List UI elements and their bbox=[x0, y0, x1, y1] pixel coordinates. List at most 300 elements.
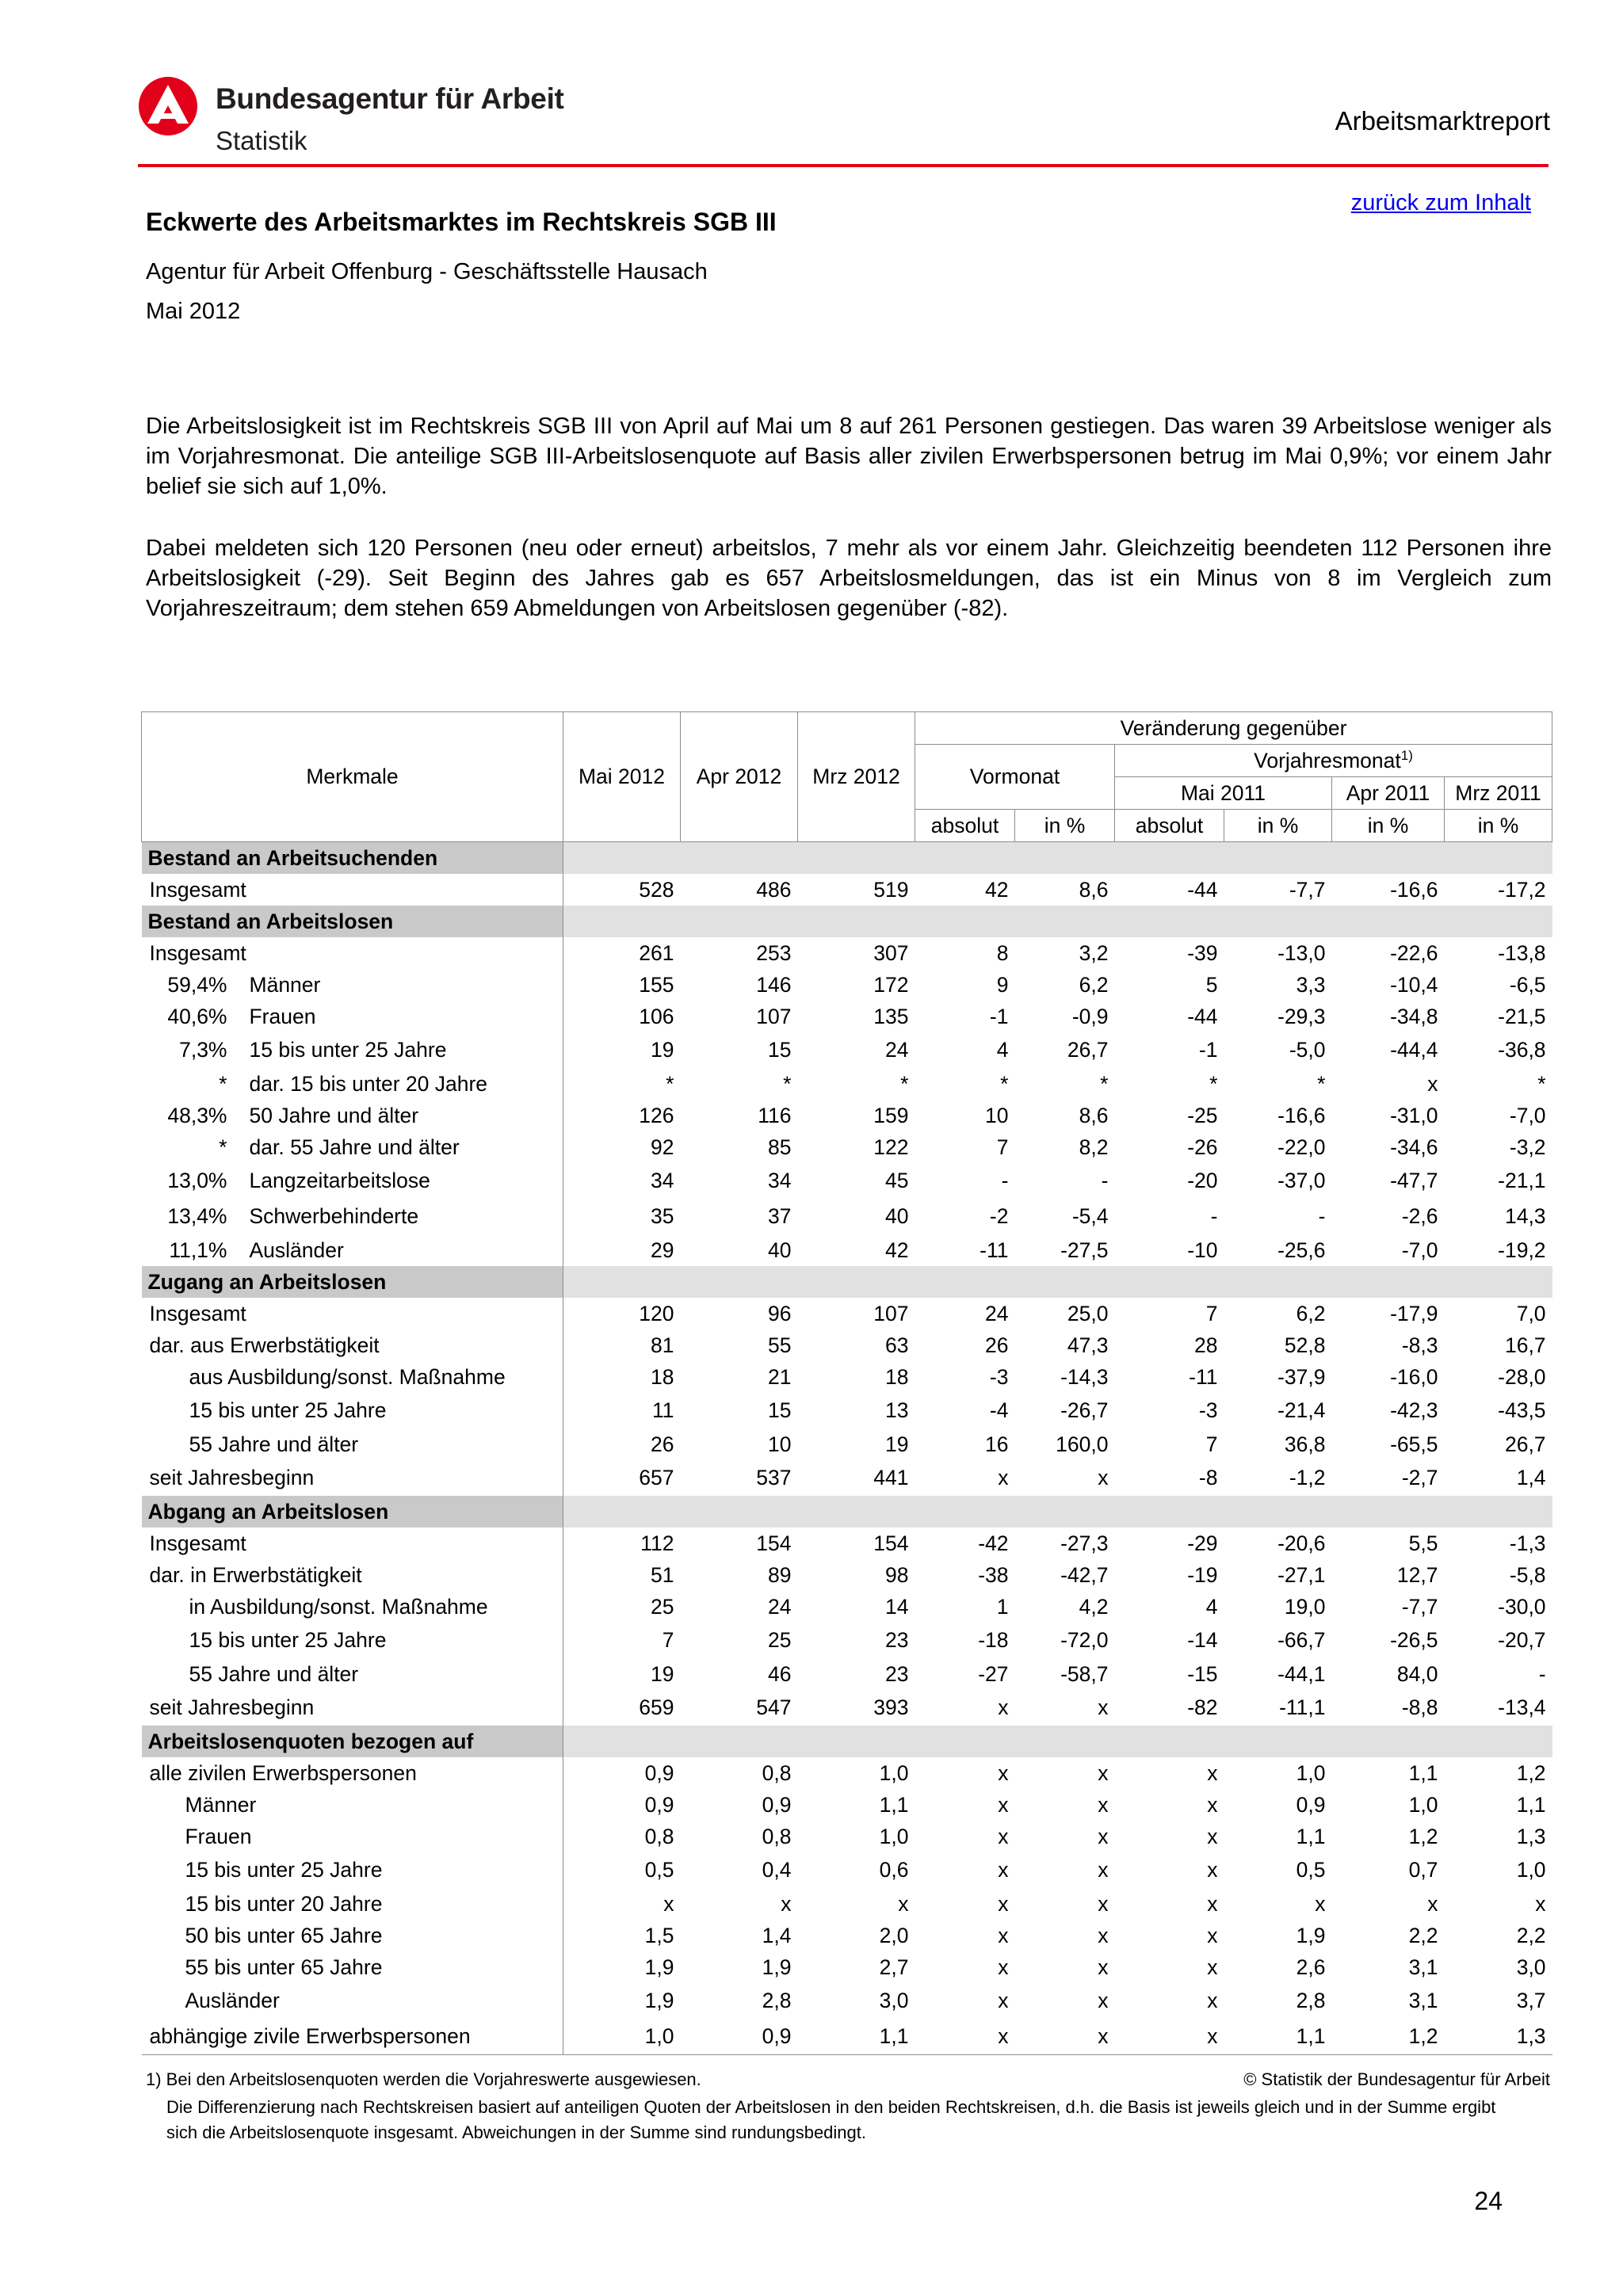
value-cell: 160,0 bbox=[1056, 1432, 1109, 1456]
value-cell: 1,1 bbox=[879, 1792, 909, 1817]
value-cell: -26,5 bbox=[1390, 1628, 1438, 1652]
col-in-pct: in % bbox=[1015, 810, 1115, 842]
value-cell: 28 bbox=[1194, 1333, 1218, 1357]
value-cell: 23 bbox=[885, 1661, 909, 1686]
row-label-cell bbox=[142, 1852, 563, 1888]
value-cell: 0,5 bbox=[644, 1858, 674, 1882]
col-absolut: absolut bbox=[915, 810, 1015, 842]
value-cell: x bbox=[1098, 1891, 1109, 1916]
row-label: 55 Jahre und älter bbox=[189, 1661, 359, 1686]
value-cell: 7 bbox=[1205, 1432, 1218, 1456]
value-cell: x bbox=[998, 1923, 1009, 1947]
value-cell: -0,9 bbox=[1071, 1004, 1109, 1028]
table-row bbox=[142, 1852, 1552, 1888]
value-cell: 18 bbox=[885, 1364, 909, 1389]
value-cell: 81 bbox=[651, 1333, 674, 1357]
value-cell: 0,8 bbox=[762, 1824, 792, 1848]
value-cell: 1,4 bbox=[1516, 1466, 1546, 1489]
value-cell: x bbox=[1098, 1858, 1109, 1882]
value-cell: 15 bbox=[768, 1398, 792, 1422]
row-label-cell bbox=[142, 969, 563, 1001]
table-row bbox=[142, 1888, 1552, 1920]
value-cell: 63 bbox=[885, 1333, 909, 1357]
section-label: Arbeitslosenquoten bezogen auf bbox=[142, 1726, 563, 1757]
value-cell: x bbox=[1207, 1955, 1218, 1979]
col-apr-2012: Apr 2012 bbox=[681, 712, 798, 842]
value-cell: -58,7 bbox=[1060, 1661, 1109, 1686]
value-cell: -26 bbox=[1187, 1135, 1218, 1159]
value-cell: 6,2 bbox=[1296, 1301, 1326, 1325]
row-label-cell bbox=[142, 1100, 563, 1131]
value-cell: x bbox=[1098, 1466, 1109, 1489]
row-label-cell bbox=[142, 874, 563, 906]
table-row bbox=[142, 1100, 1552, 1131]
row-label: aus Ausbildung/sonst. Maßnahme bbox=[189, 1364, 506, 1389]
value-cell: 135 bbox=[873, 1004, 909, 1028]
value-cell: 1,0 bbox=[1408, 1792, 1438, 1817]
row-label: alle zivilen Erwerbspersonen bbox=[149, 1760, 417, 1785]
value-cell: 92 bbox=[651, 1135, 674, 1159]
value-cell: -44 bbox=[1187, 1004, 1218, 1028]
value-cell: x bbox=[1098, 1923, 1109, 1947]
col-veraenderung: Veränderung gegenüber bbox=[915, 712, 1552, 745]
value-cell: 0,8 bbox=[762, 1760, 792, 1785]
row-label-cell bbox=[142, 1527, 563, 1559]
value-cell: -10 bbox=[1187, 1238, 1218, 1262]
row-label-cell bbox=[142, 1428, 563, 1460]
value-cell: 2,8 bbox=[762, 1989, 792, 2012]
value-cell: x bbox=[1427, 1071, 1438, 1096]
row-label: Männer bbox=[249, 972, 321, 997]
share-percent: 40,6% bbox=[167, 1004, 227, 1028]
row-label: 15 bis unter 25 Jahre bbox=[249, 1038, 447, 1062]
value-cell: -13,0 bbox=[1277, 940, 1326, 965]
row-label-cell bbox=[142, 937, 563, 969]
row-label: 55 bis unter 65 Jahre bbox=[185, 1955, 383, 1979]
value-cell: 25,0 bbox=[1067, 1301, 1109, 1325]
value-cell: -44 bbox=[1187, 877, 1218, 902]
value-cell: 2,2 bbox=[1408, 1923, 1438, 1947]
copyright-notice: © Statistik der Bundesagentur für Arbeit bbox=[1243, 2069, 1550, 2089]
value-cell: 441 bbox=[873, 1466, 909, 1489]
value-cell: 7 bbox=[996, 1135, 1009, 1159]
table-row bbox=[142, 1329, 1552, 1361]
value-cell: -66,7 bbox=[1277, 1628, 1326, 1652]
value-cell: 24 bbox=[985, 1301, 1009, 1325]
row-label-cell bbox=[142, 1951, 563, 1983]
value-cell: -1 bbox=[1198, 1038, 1218, 1062]
value-cell: 26 bbox=[651, 1432, 674, 1456]
value-cell: * bbox=[1317, 1071, 1326, 1096]
value-cell: x bbox=[998, 1792, 1009, 1817]
table-row bbox=[142, 1821, 1552, 1852]
value-cell: -19,2 bbox=[1498, 1238, 1546, 1262]
back-to-contents-link[interactable]: zurück zum Inhalt bbox=[1350, 190, 1531, 215]
value-cell: 1,3 bbox=[1445, 2019, 1552, 2055]
row-label-cell bbox=[142, 1821, 563, 1852]
value-cell: -36,8 bbox=[1498, 1038, 1546, 1062]
value-cell: x bbox=[1427, 1891, 1438, 1916]
value-cell: 13 bbox=[885, 1398, 909, 1422]
table-row bbox=[142, 2019, 1552, 2055]
value-cell: 0,4 bbox=[762, 1858, 792, 1882]
value-cell: 0,9 bbox=[1296, 1792, 1326, 1817]
value-cell: 7 bbox=[1205, 1301, 1218, 1325]
value-cell: 3,0 bbox=[879, 1989, 909, 2012]
value-cell: 7,0 bbox=[1516, 1301, 1546, 1325]
value-cell: -25 bbox=[1187, 1103, 1218, 1127]
value-cell: -16,0 bbox=[1390, 1364, 1438, 1389]
value-cell: - bbox=[1318, 1204, 1326, 1228]
row-label-cell bbox=[142, 1298, 563, 1329]
value-cell: x bbox=[1098, 1792, 1109, 1817]
value-cell: 3,3 bbox=[1296, 972, 1326, 997]
value-cell: 12,7 bbox=[1396, 1562, 1438, 1587]
row-label: Insgesamt bbox=[149, 877, 246, 902]
value-cell: 146 bbox=[756, 972, 792, 997]
value-cell: 2,8 bbox=[1296, 1989, 1326, 2012]
value-cell: 23 bbox=[885, 1628, 909, 1652]
table-row bbox=[142, 1361, 1552, 1393]
table-body bbox=[142, 842, 1552, 2055]
value-cell: 9 bbox=[996, 972, 1009, 997]
value-cell: 1,1 bbox=[1408, 1760, 1438, 1785]
value-cell: -11 bbox=[1189, 1364, 1218, 1389]
table-row bbox=[142, 969, 1552, 1001]
value-cell: -14,3 bbox=[1060, 1364, 1109, 1389]
value-cell: 1,1 bbox=[1516, 1792, 1546, 1817]
row-label: abhängige zivile Erwerbspersonen bbox=[149, 2024, 471, 2048]
value-cell: -42,3 bbox=[1390, 1398, 1438, 1422]
row-label: dar. 15 bis unter 20 Jahre bbox=[249, 1071, 488, 1096]
section-fill bbox=[563, 906, 1552, 937]
row-label: Langzeitarbeitslose bbox=[249, 1169, 430, 1192]
value-cell: 45 bbox=[885, 1169, 909, 1192]
value-cell: 0,9 bbox=[762, 1792, 792, 1817]
value-cell: -18 bbox=[978, 1628, 1009, 1652]
value-cell: -8,3 bbox=[1401, 1333, 1438, 1357]
table-row bbox=[142, 1559, 1552, 1591]
value-cell: 1,0 bbox=[563, 2019, 681, 2055]
value-cell: 98 bbox=[885, 1562, 909, 1587]
value-cell: 547 bbox=[756, 1695, 792, 1719]
row-label: seit Jahresbeginn bbox=[149, 1466, 315, 1489]
table-row bbox=[142, 1690, 1552, 1726]
value-cell: -22,6 bbox=[1390, 940, 1438, 965]
value-cell: 120 bbox=[639, 1301, 674, 1325]
value-cell: 18 bbox=[651, 1364, 674, 1389]
value-cell: 19 bbox=[651, 1661, 674, 1686]
value-cell: -16,6 bbox=[1277, 1103, 1326, 1127]
row-label: in Ausbildung/sonst. Maßnahme bbox=[189, 1594, 488, 1619]
value-cell: 1,1 bbox=[1296, 1824, 1326, 1848]
value-cell: 112 bbox=[640, 1531, 674, 1555]
value-cell: 35 bbox=[651, 1204, 674, 1228]
value-cell: 393 bbox=[873, 1695, 909, 1719]
value-cell: 1,2 bbox=[1332, 2019, 1445, 2055]
value-cell: 4 bbox=[1205, 1594, 1218, 1619]
value-cell: 1,9 bbox=[644, 1989, 674, 2012]
value-cell: x bbox=[1115, 2019, 1224, 2055]
row-label: dar. aus Erwerbstätigkeit bbox=[149, 1333, 380, 1357]
table-row bbox=[142, 1199, 1552, 1234]
value-cell: 2,7 bbox=[879, 1955, 909, 1979]
col-absolut: absolut bbox=[1115, 810, 1224, 842]
value-cell: 1,4 bbox=[762, 1923, 792, 1947]
value-cell: -5,8 bbox=[1509, 1562, 1546, 1587]
value-cell: 25 bbox=[651, 1594, 674, 1619]
value-cell: -13,8 bbox=[1498, 940, 1546, 965]
value-cell: 1,2 bbox=[1516, 1760, 1546, 1785]
value-cell: -44,1 bbox=[1277, 1661, 1326, 1686]
value-cell: 25 bbox=[768, 1628, 792, 1652]
col-mai-2012: Mai 2012 bbox=[563, 712, 681, 842]
row-label: dar. 55 Jahre und älter bbox=[249, 1135, 460, 1159]
share-percent: 11,1% bbox=[169, 1238, 227, 1262]
value-cell: -27,1 bbox=[1277, 1562, 1326, 1587]
col-vorjahresmonat bbox=[1115, 745, 1552, 777]
table-row bbox=[142, 1658, 1552, 1690]
value-cell: -47,7 bbox=[1390, 1169, 1438, 1192]
value-cell: -43,5 bbox=[1498, 1398, 1546, 1422]
value-cell: 19 bbox=[651, 1038, 674, 1062]
value-cell: -20 bbox=[1187, 1169, 1218, 1192]
value-cell: x bbox=[1535, 1891, 1546, 1916]
bundesagentur-logo-icon bbox=[138, 76, 198, 136]
footnote-2: Die Differenzierung nach Rechtskreisen basiert auf anteiligen Quoten der Arbeitslosen in den beiden Rechtskreisen, d.h. die Basis ist jeweils gleich und in der Summe ergibt sich die Arbeitslosenquote insgesamt. Abweichungen in der Summe sind rundungsbedingt. bbox=[166, 2097, 1496, 2142]
value-cell: 10 bbox=[768, 1432, 792, 1456]
value-cell: -2 bbox=[989, 1204, 1009, 1228]
value-cell: 154 bbox=[756, 1531, 792, 1555]
row-label: 15 bis unter 25 Jahre bbox=[185, 1858, 383, 1882]
value-cell: 172 bbox=[873, 972, 909, 997]
value-cell: -28,0 bbox=[1498, 1364, 1546, 1389]
value-cell: 14 bbox=[885, 1594, 909, 1619]
value-cell: 8,2 bbox=[1079, 1135, 1109, 1159]
value-cell: -30,0 bbox=[1498, 1594, 1546, 1619]
row-label-cell bbox=[142, 1163, 563, 1199]
value-cell: 0,8 bbox=[644, 1824, 674, 1848]
table-row bbox=[142, 1131, 1552, 1163]
value-cell: -37,9 bbox=[1277, 1364, 1326, 1389]
value-cell: x bbox=[915, 2019, 1015, 2055]
value-cell: -21,1 bbox=[1498, 1169, 1546, 1192]
table-row bbox=[142, 1591, 1552, 1623]
value-cell: -65,5 bbox=[1390, 1432, 1438, 1456]
row-label: seit Jahresbeginn bbox=[149, 1695, 315, 1719]
value-cell: 10 bbox=[985, 1103, 1009, 1127]
value-cell: -21,4 bbox=[1277, 1398, 1326, 1422]
row-label: Frauen bbox=[249, 1004, 316, 1028]
value-cell: 659 bbox=[639, 1695, 674, 1719]
value-cell: -21,5 bbox=[1498, 1004, 1546, 1028]
value-cell: -10,4 bbox=[1390, 972, 1438, 997]
value-cell: 52,8 bbox=[1284, 1333, 1326, 1357]
value-cell: 107 bbox=[756, 1004, 792, 1028]
value-cell: -6,5 bbox=[1509, 972, 1546, 997]
value-cell: 519 bbox=[873, 877, 909, 902]
table-row bbox=[142, 1234, 1552, 1266]
table-row bbox=[142, 874, 1552, 906]
share-percent: 7,3% bbox=[179, 1038, 227, 1062]
row-label-cell bbox=[142, 1393, 563, 1428]
value-cell: 1,0 bbox=[879, 1760, 909, 1785]
value-cell: 37 bbox=[768, 1204, 792, 1228]
value-cell: 1,0 bbox=[879, 1824, 909, 1848]
value-cell: -31,0 bbox=[1390, 1103, 1438, 1127]
table-row bbox=[142, 1428, 1552, 1460]
row-label: 15 bis unter 25 Jahre bbox=[189, 1398, 387, 1422]
row-label-cell bbox=[142, 1690, 563, 1726]
value-cell: x bbox=[1207, 1792, 1218, 1817]
value-cell: -25,6 bbox=[1277, 1238, 1326, 1262]
value-cell: x bbox=[663, 1891, 674, 1916]
value-cell: 1,3 bbox=[1516, 1824, 1546, 1848]
value-cell: 486 bbox=[756, 877, 792, 902]
value-cell: 55 bbox=[768, 1333, 792, 1357]
value-cell: 3,0 bbox=[1516, 1955, 1546, 1979]
brand-subtitle: Statistik bbox=[216, 126, 307, 155]
value-cell: -15 bbox=[1187, 1661, 1218, 1686]
section-header-row bbox=[142, 906, 1552, 937]
value-cell: -3,2 bbox=[1509, 1135, 1546, 1159]
value-cell: * bbox=[1537, 1071, 1546, 1096]
value-cell: 0,9 bbox=[644, 1792, 674, 1817]
col-in-pct: in % bbox=[1224, 810, 1332, 842]
value-cell: 34 bbox=[651, 1169, 674, 1192]
table-row bbox=[142, 1298, 1552, 1329]
value-cell: 122 bbox=[873, 1135, 909, 1159]
row-label: 15 bis unter 25 Jahre bbox=[189, 1628, 387, 1652]
value-cell: -7,0 bbox=[1401, 1238, 1438, 1262]
value-cell: 19 bbox=[885, 1432, 909, 1456]
value-cell: * bbox=[900, 1071, 909, 1096]
value-cell: x bbox=[998, 1760, 1009, 1785]
row-label-cell bbox=[142, 1789, 563, 1821]
value-cell: -17,2 bbox=[1498, 877, 1546, 902]
value-cell: x bbox=[898, 1891, 909, 1916]
row-label: 50 bis unter 65 Jahre bbox=[185, 1923, 383, 1947]
value-cell: x bbox=[1315, 1891, 1326, 1916]
footnote-marker: 1) bbox=[1400, 748, 1413, 764]
value-cell: x bbox=[998, 1955, 1009, 1979]
value-cell: -27 bbox=[978, 1661, 1009, 1686]
value-cell: x bbox=[1207, 1824, 1218, 1848]
value-cell: 89 bbox=[768, 1562, 792, 1587]
value-cell: 1,1 bbox=[1224, 2019, 1332, 2055]
value-cell: -27,5 bbox=[1060, 1238, 1109, 1262]
table-header bbox=[142, 712, 1552, 842]
value-cell: 42 bbox=[985, 877, 1009, 902]
row-label: dar. in Erwerbstätigkeit bbox=[149, 1562, 362, 1587]
row-label-cell bbox=[142, 1199, 563, 1234]
value-cell: 42 bbox=[885, 1238, 909, 1262]
value-cell: -4 bbox=[989, 1398, 1009, 1422]
value-cell: x bbox=[998, 1466, 1009, 1489]
row-label: Männer bbox=[185, 1792, 257, 1817]
table-row bbox=[142, 1001, 1552, 1032]
table-row bbox=[142, 1757, 1552, 1789]
value-cell: x bbox=[1015, 2019, 1115, 2055]
row-label-cell bbox=[142, 1623, 563, 1658]
value-cell: 51 bbox=[651, 1562, 674, 1587]
value-cell: 657 bbox=[639, 1466, 674, 1489]
value-cell: -20,6 bbox=[1277, 1531, 1326, 1555]
vorjahresmonat-label: Vorjahresmonat bbox=[1254, 748, 1401, 772]
value-cell: -39 bbox=[1187, 940, 1218, 965]
row-label: Insgesamt bbox=[149, 940, 246, 965]
value-cell: - bbox=[1001, 1169, 1009, 1192]
value-cell: x bbox=[998, 1989, 1009, 2012]
value-cell: 36,8 bbox=[1284, 1432, 1326, 1456]
value-cell: 1,5 bbox=[644, 1923, 674, 1947]
value-cell: - bbox=[1101, 1169, 1109, 1192]
value-cell: 155 bbox=[639, 972, 674, 997]
row-label-cell bbox=[142, 1658, 563, 1690]
col-in-pct: in % bbox=[1332, 810, 1445, 842]
value-cell: 116 bbox=[758, 1103, 792, 1127]
row-label-cell bbox=[142, 1920, 563, 1951]
value-cell: 16 bbox=[985, 1432, 1009, 1456]
value-cell: 537 bbox=[756, 1466, 792, 1489]
value-cell: 47,3 bbox=[1067, 1333, 1109, 1357]
value-cell: 2,0 bbox=[879, 1923, 909, 1947]
value-cell: 253 bbox=[756, 940, 792, 965]
agency-name: Agentur für Arbeit Offenburg - Geschäftsstelle Hausach bbox=[146, 259, 708, 284]
share-percent: 48,3% bbox=[167, 1103, 227, 1127]
value-cell: -42,7 bbox=[1060, 1562, 1109, 1587]
footnote-1: 1) Bei den Arbeitslosenquoten werden die Vorjahreswerte ausgewiesen. bbox=[146, 2069, 701, 2089]
value-cell: 1,9 bbox=[762, 1955, 792, 1979]
value-cell: 154 bbox=[873, 1531, 909, 1555]
value-cell: -11,1 bbox=[1279, 1695, 1326, 1719]
value-cell: -29,3 bbox=[1277, 1004, 1326, 1028]
value-cell: x bbox=[998, 1858, 1009, 1882]
value-cell: x bbox=[998, 1891, 1009, 1916]
value-cell: 8,6 bbox=[1079, 1103, 1109, 1127]
value-cell: 3,2 bbox=[1079, 940, 1109, 965]
value-cell: x bbox=[1207, 1760, 1218, 1785]
section-fill bbox=[563, 1266, 1552, 1298]
value-cell: 307 bbox=[873, 940, 909, 965]
value-cell: -14 bbox=[1187, 1628, 1218, 1652]
value-cell: 24 bbox=[885, 1038, 909, 1062]
value-cell: x bbox=[998, 1695, 1009, 1719]
value-cell: 1,0 bbox=[1516, 1858, 1546, 1882]
row-label-cell bbox=[142, 1888, 563, 1920]
share-percent: 13,0% bbox=[167, 1169, 227, 1192]
value-cell: 40 bbox=[768, 1238, 792, 1262]
value-cell: 14,3 bbox=[1504, 1204, 1546, 1228]
value-cell: 126 bbox=[639, 1103, 674, 1127]
value-cell: -2,7 bbox=[1401, 1466, 1438, 1489]
row-label-cell bbox=[142, 1329, 563, 1361]
value-cell: 1 bbox=[996, 1594, 1009, 1619]
col-mrz-2012: Mrz 2012 bbox=[798, 712, 915, 842]
value-cell: x bbox=[1098, 1989, 1109, 2012]
section-label: Bestand an Arbeitsuchenden bbox=[142, 842, 563, 875]
share-percent: 59,4% bbox=[167, 972, 227, 997]
row-label: Schwerbehinderte bbox=[249, 1204, 419, 1228]
value-cell: 19,0 bbox=[1284, 1594, 1326, 1619]
col-vormonat: Vormonat bbox=[915, 745, 1115, 810]
section-header-row bbox=[142, 842, 1552, 875]
row-label-cell bbox=[142, 1591, 563, 1623]
section-label: Zugang an Arbeitslosen bbox=[142, 1266, 563, 1298]
row-label-cell bbox=[142, 1234, 563, 1266]
value-cell: x bbox=[1098, 1695, 1109, 1719]
value-cell: 3,1 bbox=[1408, 1989, 1438, 2012]
